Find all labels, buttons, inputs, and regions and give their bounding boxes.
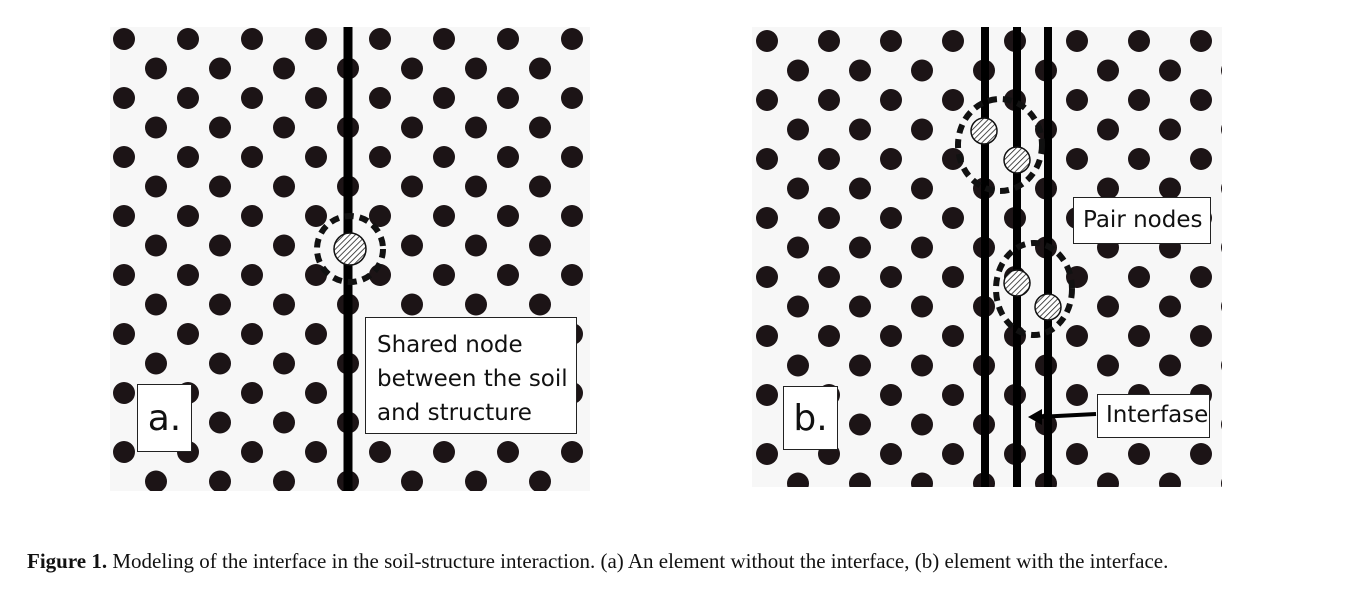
soil-particle [1190, 30, 1212, 52]
soil-particle [911, 355, 933, 377]
soil-particle [1159, 296, 1181, 318]
soil-particle [273, 235, 295, 257]
soil-particle [756, 30, 778, 52]
soil-particle [787, 355, 809, 377]
panel-a-label: a. [137, 384, 192, 452]
soil-particle [497, 205, 519, 227]
soil-particle [369, 441, 391, 463]
soil-particle [849, 296, 871, 318]
soil-particle [113, 382, 135, 404]
soil-particle [942, 384, 964, 406]
soil-particle [1159, 473, 1181, 488]
soil-particle [209, 176, 231, 198]
soil-particle [209, 58, 231, 80]
soil-particle [273, 294, 295, 316]
soil-particle [305, 382, 327, 404]
soil-particle [787, 119, 809, 141]
soil-particle [529, 176, 551, 198]
soil-particle [1097, 355, 1119, 377]
soil-particle [241, 323, 263, 345]
soil-particle [209, 471, 231, 492]
soil-particle [1159, 119, 1181, 141]
soil-particle [1066, 148, 1088, 170]
soil-particle [787, 60, 809, 82]
soil-particle [113, 28, 135, 50]
soil-particle [433, 441, 455, 463]
soil-particle [942, 443, 964, 465]
soil-particle [433, 28, 455, 50]
soil-particle [911, 237, 933, 259]
soil-particle [465, 117, 487, 139]
pair-node [971, 118, 997, 144]
soil-particle [756, 207, 778, 229]
soil-particle [401, 294, 423, 316]
soil-particle [1190, 325, 1212, 347]
soil-particle [880, 30, 902, 52]
soil-particle [756, 325, 778, 347]
soil-particle [942, 30, 964, 52]
figure-caption-label: Figure 1. [27, 549, 108, 573]
soil-particle [880, 384, 902, 406]
soil-particle [1190, 148, 1212, 170]
soil-particle [849, 473, 871, 488]
soil-particle [561, 205, 583, 227]
soil-particle [401, 117, 423, 139]
soil-particle [273, 176, 295, 198]
soil-particle [818, 148, 840, 170]
soil-particle [1066, 30, 1088, 52]
soil-particle [273, 471, 295, 492]
soil-particle [497, 264, 519, 286]
soil-particle [433, 264, 455, 286]
soil-particle [849, 119, 871, 141]
soil-particle [880, 443, 902, 465]
soil-particle [1190, 89, 1212, 111]
soil-particle [369, 87, 391, 109]
soil-particle [911, 414, 933, 436]
soil-particle [273, 58, 295, 80]
soil-particle [209, 353, 231, 375]
soil-particle [1190, 266, 1212, 288]
soil-particle [369, 205, 391, 227]
soil-particle [305, 441, 327, 463]
soil-particle [787, 237, 809, 259]
soil-particle [145, 235, 167, 257]
soil-particle [145, 471, 167, 492]
soil-particle [529, 58, 551, 80]
soil-particle [113, 323, 135, 345]
soil-particle [911, 178, 933, 200]
interface-callout: Interfase [1097, 394, 1210, 438]
shared-node-callout-line-1: Shared node [377, 332, 523, 358]
soil-particle [849, 414, 871, 436]
soil-particle [561, 28, 583, 50]
soil-particle [1221, 296, 1222, 318]
soil-particle [529, 471, 551, 492]
soil-particle [911, 296, 933, 318]
soil-particle [561, 87, 583, 109]
soil-particle [818, 325, 840, 347]
soil-particle [113, 264, 135, 286]
soil-particle [787, 473, 809, 488]
soil-particle [1221, 119, 1222, 141]
soil-particle [401, 471, 423, 492]
soil-particle [880, 325, 902, 347]
soil-particle [113, 441, 135, 463]
soil-particle [433, 146, 455, 168]
soil-particle [1066, 325, 1088, 347]
soil-particle [561, 146, 583, 168]
soil-particle [145, 58, 167, 80]
soil-particle [113, 205, 135, 227]
soil-particle [529, 117, 551, 139]
soil-particle [241, 441, 263, 463]
soil-particle [1128, 30, 1150, 52]
soil-particle [849, 60, 871, 82]
shared-node [334, 233, 366, 265]
soil-particle [145, 117, 167, 139]
soil-particle [369, 146, 391, 168]
soil-particle [756, 266, 778, 288]
soil-particle [942, 207, 964, 229]
soil-particle [849, 237, 871, 259]
soil-particle [465, 235, 487, 257]
soil-particle [241, 382, 263, 404]
soil-particle [209, 117, 231, 139]
pair-node [1035, 294, 1061, 320]
soil-particle [1097, 119, 1119, 141]
soil-particle [497, 28, 519, 50]
soil-particle [433, 87, 455, 109]
soil-particle [305, 205, 327, 227]
soil-particle [818, 89, 840, 111]
soil-particle [401, 58, 423, 80]
soil-particle [241, 87, 263, 109]
soil-particle [1221, 355, 1222, 377]
soil-particle [756, 384, 778, 406]
soil-particle [177, 323, 199, 345]
soil-particle [305, 28, 327, 50]
soil-particle [401, 176, 423, 198]
soil-particle [911, 473, 933, 488]
soil-particle [756, 148, 778, 170]
soil-particle [1221, 237, 1222, 259]
soil-particle [145, 353, 167, 375]
soil-particle [273, 353, 295, 375]
soil-particle [177, 146, 199, 168]
soil-particle [818, 207, 840, 229]
pair-node [1004, 147, 1030, 173]
soil-particle [1128, 325, 1150, 347]
soil-particle [433, 205, 455, 227]
soil-particle [756, 89, 778, 111]
figure-caption [27, 549, 1337, 574]
soil-particle [113, 87, 135, 109]
soil-particle [1221, 473, 1222, 488]
shared-node-callout-line-3: and structure [377, 400, 532, 426]
soil-particle [880, 148, 902, 170]
soil-particle [787, 296, 809, 318]
soil-particle [561, 441, 583, 463]
soil-particle [561, 264, 583, 286]
figure-caption-text: Modeling of the interface in the soil-structure interaction. (a) An element without the interface, (b) element with the interface. [107, 549, 1169, 573]
shared-node-callout [365, 317, 577, 434]
soil-particle [911, 119, 933, 141]
soil-particle [1128, 443, 1150, 465]
soil-particle [529, 294, 551, 316]
pair-nodes-highlight-upper [958, 99, 1042, 191]
soil-particle [942, 266, 964, 288]
soil-particle [209, 412, 231, 434]
soil-particle [911, 60, 933, 82]
soil-particle [177, 205, 199, 227]
soil-particle [1128, 266, 1150, 288]
soil-particle [177, 264, 199, 286]
pair-node [1004, 270, 1030, 296]
interface-arrow-icon [1020, 400, 1100, 430]
soil-particle [241, 28, 263, 50]
soil-particle [497, 87, 519, 109]
soil-particle [465, 294, 487, 316]
soil-particle [1097, 60, 1119, 82]
soil-particle [1128, 148, 1150, 170]
soil-particle [209, 235, 231, 257]
soil-particle [465, 58, 487, 80]
soil-particle [273, 117, 295, 139]
soil-particle [241, 146, 263, 168]
soil-particle [145, 176, 167, 198]
soil-particle [529, 235, 551, 257]
soil-particle [177, 28, 199, 50]
soil-particle [756, 443, 778, 465]
soil-particle [818, 30, 840, 52]
soil-particle [401, 235, 423, 257]
pair-nodes-callout: Pair nodes [1073, 197, 1211, 244]
soil-particle [787, 178, 809, 200]
soil-particle [880, 89, 902, 111]
soil-particle [369, 28, 391, 50]
soil-particle [273, 412, 295, 434]
soil-particle [880, 207, 902, 229]
soil-particle [305, 87, 327, 109]
soil-particle [1097, 296, 1119, 318]
soil-particle [209, 294, 231, 316]
soil-particle [497, 146, 519, 168]
soil-particle [1097, 473, 1119, 488]
soil-particle [305, 146, 327, 168]
soil-particle [241, 264, 263, 286]
soil-particle [849, 178, 871, 200]
soil-particle [1221, 414, 1222, 436]
soil-particle [1190, 443, 1212, 465]
soil-particle [1066, 443, 1088, 465]
soil-particle [1128, 89, 1150, 111]
soil-particle [1221, 178, 1222, 200]
soil-particle [497, 441, 519, 463]
soil-particle [305, 323, 327, 345]
soil-particle [465, 471, 487, 492]
soil-particle [1221, 60, 1222, 82]
soil-particle [113, 146, 135, 168]
panel-b-label: b. [783, 386, 838, 450]
soil-particle [818, 266, 840, 288]
soil-particle [145, 294, 167, 316]
soil-particle [465, 176, 487, 198]
soil-particle [880, 266, 902, 288]
soil-particle [942, 325, 964, 347]
soil-particle [241, 205, 263, 227]
soil-particle [1159, 60, 1181, 82]
soil-particle [177, 87, 199, 109]
soil-particle [849, 355, 871, 377]
soil-particle [1066, 89, 1088, 111]
soil-particle [1159, 355, 1181, 377]
soil-particle [942, 89, 964, 111]
shared-node-callout-line-2: between the soil [377, 366, 568, 392]
